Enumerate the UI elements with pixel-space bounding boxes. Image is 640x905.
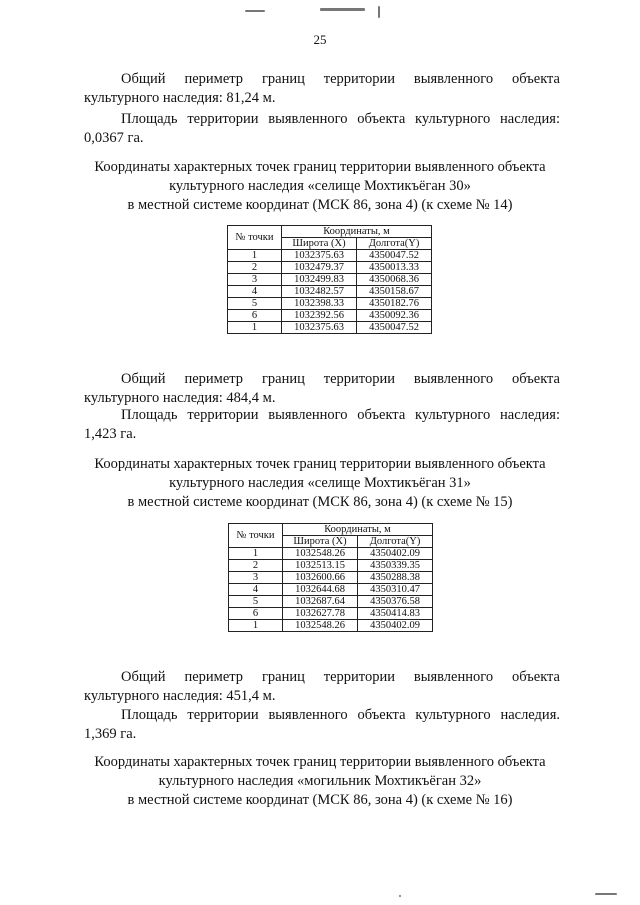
heading-line: Координаты характерных точек границ территории выявленного объекта [94, 754, 546, 770]
point-number: 4 [229, 584, 283, 596]
latitude-x: 1032482.57 [282, 286, 357, 298]
table-row [228, 286, 432, 298]
table-row [229, 560, 433, 572]
table-row [229, 596, 433, 608]
longitude-y: 4350013.33 [357, 262, 432, 274]
scan-speck [595, 893, 617, 895]
section-heading [70, 753, 570, 810]
longitude-y: 4350339.35 [358, 560, 433, 572]
point-number: 6 [228, 310, 282, 322]
longitude-y: 4350047.52 [357, 322, 432, 334]
longitude-y: 4350288.38 [358, 572, 433, 584]
point-number: 1 [229, 548, 283, 560]
point-number: 2 [229, 560, 283, 572]
latitude-x: 1032687.64 [283, 596, 358, 608]
perimeter-paragraph [84, 668, 560, 706]
latitude-x: 1032375.63 [282, 322, 357, 334]
heading-line: Координаты характерных точек границ территории выявленного объекта [94, 456, 546, 472]
longitude-y: 4350376.58 [358, 596, 433, 608]
latitude-x: 1032548.26 [283, 620, 358, 632]
heading-line: Координаты характерных точек границ территории выявленного объекта [94, 159, 546, 175]
section-heading [70, 158, 570, 215]
col-header-coordinates: Координаты, м [282, 226, 432, 238]
table-row [229, 584, 433, 596]
longitude-y: 4350310.47 [358, 584, 433, 596]
point-number: 4 [228, 286, 282, 298]
col-header-x: Широта (X) [282, 238, 357, 250]
coordinates-table [228, 523, 433, 632]
page-number: 25 [313, 32, 327, 47]
scan-speck [399, 895, 401, 897]
table-row [228, 250, 432, 262]
latitude-x: 1032513.15 [283, 560, 358, 572]
longitude-y: 4350182.76 [357, 298, 432, 310]
table-row [228, 310, 432, 322]
latitude-x: 1032398.33 [282, 298, 357, 310]
latitude-x: 1032375.63 [282, 250, 357, 262]
point-number: 3 [229, 572, 283, 584]
heading-line: в местной системе координат (МСК 86, зона 4) (к схеме № 16) [127, 792, 513, 808]
table-row [229, 620, 433, 632]
table-row [229, 572, 433, 584]
latitude-x: 1032644.68 [283, 584, 358, 596]
col-header-coordinates: Координаты, м [283, 524, 433, 536]
longitude-y: 4350068.36 [357, 274, 432, 286]
table-row [229, 548, 433, 560]
area-paragraph [84, 706, 560, 744]
perimeter-paragraph [84, 70, 560, 108]
latitude-x: 1032499.83 [282, 274, 357, 286]
point-number: 2 [228, 262, 282, 274]
area-paragraph [84, 406, 560, 444]
heading-line: в местной системе координат (МСК 86, зона 4) (к схеме № 15) [127, 494, 513, 510]
perimeter-text: Общий периметр границ территории выявленного объекта [121, 669, 560, 685]
latitude-x: 1032548.26 [283, 548, 358, 560]
col-header-point: № точки [229, 524, 283, 548]
latitude-x: 1032627.78 [283, 608, 358, 620]
col-header-x: Широта (X) [283, 536, 358, 548]
point-number: 5 [228, 298, 282, 310]
perimeter-value: культурного наследия: 451,4 м. [84, 688, 276, 704]
perimeter-value: культурного наследия: 484,4 м. [84, 390, 276, 406]
point-number: 1 [229, 620, 283, 632]
heading-line: в местной системе координат (МСК 86, зона 4) (к схеме № 14) [127, 197, 513, 213]
col-header-point: № точки [228, 226, 282, 250]
area-text: Площадь территории выявленного объекта культурного наследия. [121, 707, 560, 723]
latitude-x: 1032600.66 [283, 572, 358, 584]
point-number: 1 [228, 250, 282, 262]
area-value: 0,0367 га. [84, 130, 144, 146]
col-header-y: Долгота(Y) [358, 536, 433, 548]
table-row [228, 274, 432, 286]
perimeter-text: Общий периметр границ территории выявленного объекта [121, 71, 560, 87]
table-row [228, 262, 432, 274]
coordinates-table [227, 225, 432, 334]
point-number: 5 [229, 596, 283, 608]
perimeter-text: Общий периметр границ территории выявленного объекта [121, 371, 560, 387]
longitude-y: 4350402.09 [358, 548, 433, 560]
scan-speck [378, 6, 380, 18]
perimeter-paragraph [84, 370, 560, 408]
area-value: 1,369 га. [84, 726, 137, 742]
table-row [228, 322, 432, 334]
longitude-y: 4350047.52 [357, 250, 432, 262]
table-row [228, 298, 432, 310]
point-number: 1 [228, 322, 282, 334]
latitude-x: 1032479.37 [282, 262, 357, 274]
table-row [229, 608, 433, 620]
heading-line: культурного наследия «селище Мохтикъёган 31» [169, 475, 471, 491]
heading-line: культурного наследия «селище Мохтикъёган 30» [169, 178, 471, 194]
area-paragraph [84, 110, 560, 148]
perimeter-value: культурного наследия: 81,24 м. [84, 90, 276, 106]
longitude-y: 4350402.09 [358, 620, 433, 632]
point-number: 6 [229, 608, 283, 620]
area-text: Площадь территории выявленного объекта культурного наследия: [121, 407, 560, 423]
col-header-y: Долгота(Y) [357, 238, 432, 250]
longitude-y: 4350414.83 [358, 608, 433, 620]
point-number: 3 [228, 274, 282, 286]
area-text: Площадь территории выявленного объекта культурного наследия: [121, 111, 560, 127]
longitude-y: 4350092.36 [357, 310, 432, 322]
scan-speck [320, 8, 365, 11]
section-heading [70, 455, 570, 512]
longitude-y: 4350158.67 [357, 286, 432, 298]
heading-line: культурного наследия «могильник Мохтикъёган 32» [158, 773, 482, 789]
area-value: 1,423 га. [84, 426, 137, 442]
latitude-x: 1032392.56 [282, 310, 357, 322]
scan-speck [245, 10, 265, 12]
